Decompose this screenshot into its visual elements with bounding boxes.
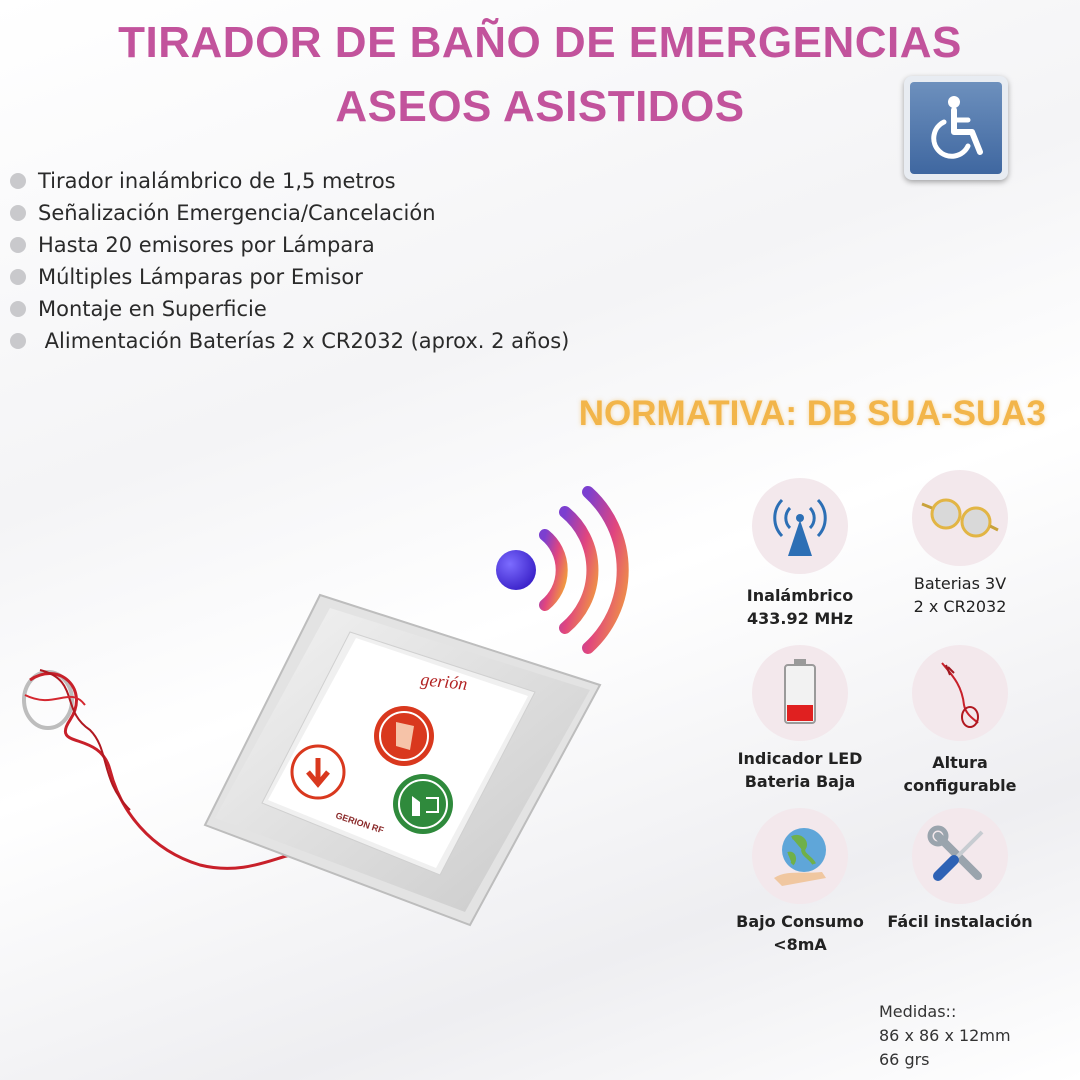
model-label: GERION RF — [334, 810, 386, 836]
title-line-2: ASEOS ASISTIDOS — [335, 82, 745, 131]
spec-low-battery — [725, 645, 875, 793]
feature-text: Montaje en Superficie — [38, 297, 267, 321]
spec-label: Baterias 3V 2 x CR2032 — [913, 574, 1007, 616]
bullet-icon — [10, 301, 26, 317]
spec-label: Indicador LED Bateria Baja — [737, 749, 863, 791]
spec-easy-install — [885, 808, 1035, 933]
spec-label: Fácil instalación — [887, 912, 1033, 931]
feature-item — [10, 165, 569, 197]
brand-logo: gerión — [419, 669, 469, 694]
dimensions-weight: 66 grs — [879, 1050, 930, 1069]
feature-item — [10, 229, 569, 261]
spec-wireless — [725, 478, 875, 630]
bullet-icon — [10, 237, 26, 253]
title-line-1: TIRADOR DE BAÑO DE EMERGENCIAS — [118, 18, 962, 67]
dimensions-info — [879, 1000, 1011, 1072]
eco-globe-icon — [752, 808, 848, 904]
bullet-icon — [10, 205, 26, 221]
feature-list — [10, 165, 569, 357]
feature-item — [10, 261, 569, 293]
pull-cord-icon — [912, 645, 1008, 741]
pull-switch-device — [205, 595, 600, 925]
cancel-button[interactable] — [393, 774, 453, 834]
feature-text: Alimentación Baterías 2 x CR2032 (aprox. 2 años) — [38, 329, 570, 353]
tools-icon — [912, 808, 1008, 904]
bullet-icon — [10, 269, 26, 285]
bullet-icon — [10, 173, 26, 189]
device-illustration — [0, 480, 660, 950]
downward-arrow-icon — [292, 746, 344, 798]
normativa-label: NORMATIVA: DB SUA-SUA3 — [578, 394, 1046, 433]
feature-item — [10, 197, 569, 229]
spec-batteries — [885, 470, 1035, 618]
antenna-icon — [752, 478, 848, 574]
wireless-signal-icon — [496, 492, 623, 648]
feature-item — [10, 293, 569, 325]
spec-low-consumption — [725, 808, 875, 956]
spec-label: Inalámbrico 433.92 MHz — [746, 586, 854, 628]
feature-text: Señalización Emergencia/Cancelación — [38, 201, 436, 225]
spec-height — [885, 645, 1035, 797]
dimensions-label: Medidas:: — [879, 1002, 957, 1021]
wheelchair-accessibility-icon — [904, 76, 1008, 180]
emergency-button[interactable] — [374, 706, 434, 766]
spec-label: Bajo Consumo <8mA — [736, 912, 864, 954]
feature-item — [10, 325, 569, 357]
dimensions-size: 86 x 86 x 12mm — [879, 1026, 1011, 1045]
spec-label: Altura configurable — [903, 753, 1017, 795]
coin-battery-icon — [912, 470, 1008, 566]
feature-text: Tirador inalámbrico de 1,5 metros — [38, 169, 396, 193]
feature-text: Múltiples Lámparas por Emisor — [38, 265, 363, 289]
feature-text: Hasta 20 emisores por Lámpara — [38, 233, 375, 257]
low-battery-icon — [752, 645, 848, 741]
bullet-icon — [10, 333, 26, 349]
